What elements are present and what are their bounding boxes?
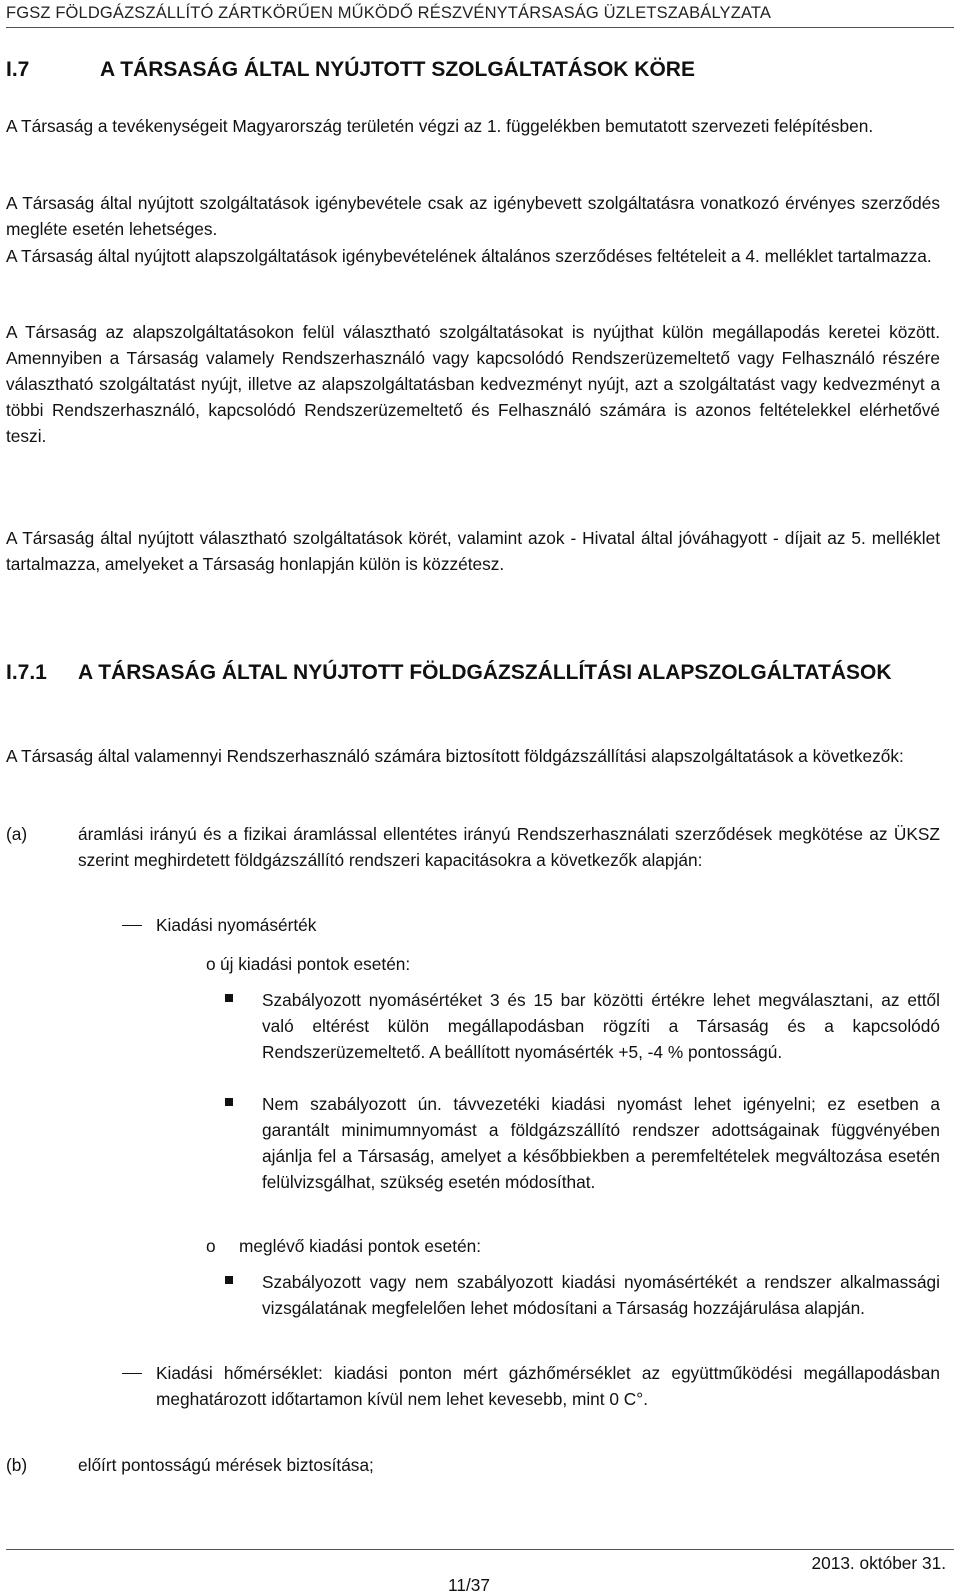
item-b-text: előírt pontosságú mérések biztosítása; [78,1455,374,1475]
bullet-existing-pressure: Szabályozott vagy nem szabályozott kiadási nyomásértékét a rendszer alkalmassági vizsgálatának megfelelően lehet módosítani a Társaság hozzájárulása alapján. [262,1272,940,1318]
section-title: A TÁRSASÁG ÁLTAL NYÚJTOTT SZOLGÁLTATÁSOK KÖRE [100,58,695,81]
circle-marker: o [206,954,216,974]
sub-item-existing-points: meglévő kiadási pontok esetén: [239,1236,482,1256]
square-bullet-icon [225,1276,233,1284]
dash-item-pressure: Kiadási nyomásérték [156,915,317,935]
item-a-label: (a) [6,824,28,844]
paragraph-4: A Társaság az alapszolgáltatásokon felül választható szolgáltatásokat is nyújthat külön megállapodás keretei között. Amennyiben a Társaság valamely Rendszerhasználó vagy kapcsolódó Rendszerüzemeltető vagy Felhasználó részére választható szolgáltatást nyújt, illetve az alapszolgáltatásban kedvezményt nyújt, azt a szolgáltatást vagy kedvezményt a többi Rendszerhasználó, kapcsolódó Rendszerüzemeltető és Felhasználó számára is azonos feltételekkel elérhetővé teszi. [6,322,940,446]
page-number: 11/37 [448,1575,490,1595]
dash-marker [122,925,142,926]
header-divider [6,27,954,28]
dash-item-temperature: Kiadási hőmérséklet: kiadási ponton mért gázhőmérséklet az együttműködési megállapodásban meghatározott időtartamon kívül nem lehet kevesebb, mint 0 C°. [156,1363,940,1409]
running-header: FGSZ FÖLDGÁZSZÁLLÍTÓ ZÁRTKÖRŰEN MŰKÖDŐ RÉSZVÉNYTÁRSASÁG ÜZLETSZABÁLYZATA [6,4,772,22]
footer-divider [6,1549,954,1550]
item-a-text: áramlási irányú és a fizikai áramlással ellentétes irányú Rendszerhasználati szerződések megkötése az ÜKSZ szerint meghirdetett földgázszállító rendszeri kapacitásokra a következők alapján: [78,824,940,870]
square-bullet-icon [225,994,233,1002]
circle-marker: o [206,1236,216,1256]
bullet-regulated-pressure: Szabályozott nyomásértéket 3 és 15 bar közötti értékre lehet megválasztani, az ettől való eltérést külön megállapodásban rögzíti a Társaság és a kapcsolódó Rendszerüzemeltető. A beállított nyomásérték +5, -4 % pontosságú. [262,990,940,1062]
dash-marker [122,1373,142,1374]
subsection-title: A TÁRSASÁG ÁLTAL NYÚJTOTT FÖLDGÁZSZÁLLÍTÁSI ALAPSZOLGÁLTATÁSOK [78,661,892,684]
paragraph-2: A Társaság által nyújtott szolgáltatások igénybevétele csak az igénybevett szolgáltatásra vonatkozó érvényes szerződés megléte esetén lehetséges. [6,193,940,239]
paragraph-5: A Társaság által nyújtott választható szolgáltatások körét, valamint azok - Hivatal által jóváhagyott - díjait az 5. melléklet tartalmazza, amelyeket a Társaság honlapján külön is közzétesz. [6,528,940,574]
subsection-number: I.7.1 [6,661,47,684]
paragraph-1: A Társaság a tevékenységeit Magyarország területén végzi az 1. függelékben bemutatott szervezeti felépítésben. [6,116,874,136]
footer-date: 2013. október 31. [811,1553,946,1573]
square-bullet-icon [225,1098,233,1106]
intro-paragraph: A Társaság által valamennyi Rendszerhasználó számára biztosított földgázszállítási alapszolgáltatások a következők: [6,746,904,766]
item-b-label: (b) [6,1455,28,1475]
sub-item-new-points: új kiadási pontok esetén: [220,954,411,974]
bullet-unregulated-pressure: Nem szabályozott ún. távvezetéki kiadási nyomást lehet igényelni; ez esetben a garantált minimumnyomást a földgázszállító rendszer adottságainak függvényében ajánlja fel a Társaság, amelyet a későbbiekben a peremfeltételek megváltozása esetén felülvizsgálhat, szükség esetén módosíthat. [262,1094,940,1192]
section-number: I.7 [6,58,30,81]
paragraph-3: A Társaság által nyújtott alapszolgáltatások igénybevételének általános szerződéses feltételeit a 4. melléklet tartalmazza. [6,246,932,266]
